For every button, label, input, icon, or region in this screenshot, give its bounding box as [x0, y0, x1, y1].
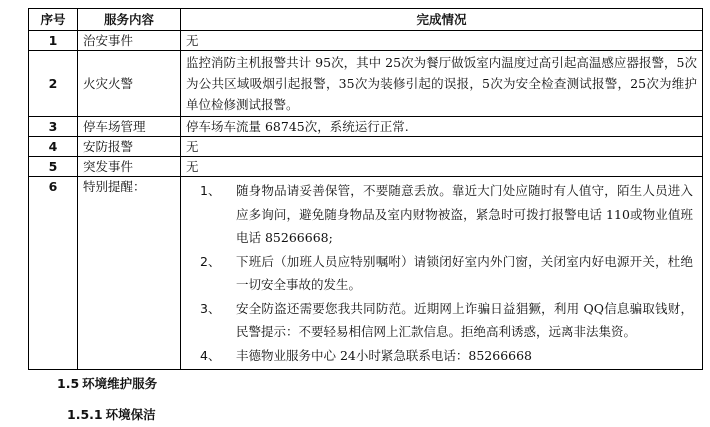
reminder-number: 3、	[200, 300, 221, 316]
reminder-text: 随身物品请妥善保管，不要随意丢放。靠近大门处应随时有人值守，陌生人员进入应多询问，避免随身物品及室内财物被盗，紧急时可拨打报警电话 110或物业值班电话 85266668;	[236, 183, 693, 245]
row-status: 监控消防主机报警共计 95次，其中 25次为餐厅做饭室内温度过高引起高温感应器报警，5次为公共区域吸烟引起报警，35次为装修引起的误报，5次为安全检查测试报警，25次为维护单位检修测试报警。	[181, 51, 703, 117]
row-status: 无	[181, 157, 703, 177]
row-service: 安防报警	[78, 137, 181, 157]
reminder-text: 下班后（加班人员应特别嘱咐）请锁闭好室内外门窗，关闭室内好电源开关，杜绝一切安全事故的发生。	[236, 253, 693, 292]
row-service: 火灾火警	[78, 51, 181, 117]
row-service: 治安事件	[78, 31, 181, 51]
subsection-heading-cleaning	[67, 405, 156, 423]
row-service: 特别提醒：	[78, 177, 181, 370]
reminder-number: 1、	[200, 183, 221, 198]
header-status: 完成情况	[181, 9, 703, 31]
section-number: 1.5	[57, 376, 80, 391]
row-status: 无	[181, 137, 703, 157]
row-number: 5	[29, 157, 78, 177]
row-status: 无	[181, 31, 703, 51]
reminder-text: 安全防盗还需要您我共同防范。近期网上诈骗日益猖獗，利用 QQ信息骗取钱财，民警提示：不要轻易相信网上汇款信息。拒绝高利诱惑，远离非法集资。	[236, 300, 693, 339]
reminder-number: 4、	[200, 347, 221, 363]
row-number: 4	[29, 137, 78, 157]
header-service: 服务内容	[78, 9, 181, 31]
subsection-title: 环境保洁	[105, 407, 156, 422]
section-heading-environment	[57, 374, 157, 392]
row-number: 6	[29, 177, 78, 370]
reminder-number: 2、	[200, 253, 221, 269]
reminder-list	[186, 179, 697, 367]
reminder-item	[186, 250, 697, 297]
row-status	[181, 177, 703, 370]
table-row	[29, 137, 703, 157]
row-number: 1	[29, 31, 78, 51]
row-service: 停车场管理	[78, 117, 181, 137]
table-row	[29, 117, 703, 137]
service-report-table	[28, 8, 703, 370]
section-title: 环境维护服务	[82, 376, 158, 391]
reminder-item	[186, 297, 697, 344]
reminder-text: 丰德物业服务中心 24小时紧急联系电话：85266668	[236, 347, 533, 363]
reminder-item	[186, 344, 697, 368]
table-header-row	[29, 9, 703, 31]
table-row	[29, 177, 703, 370]
row-number: 2	[29, 51, 78, 117]
subsection-number: 1.5.1	[67, 407, 103, 422]
row-number: 3	[29, 117, 78, 137]
reminder-item	[186, 179, 697, 250]
table-row	[29, 51, 703, 117]
table-row	[29, 31, 703, 51]
header-no: 序号	[29, 9, 78, 31]
row-service: 突发事件	[78, 157, 181, 177]
row-status: 停车场车流量 68745次，系统运行正常.	[181, 117, 703, 137]
table-row	[29, 157, 703, 177]
